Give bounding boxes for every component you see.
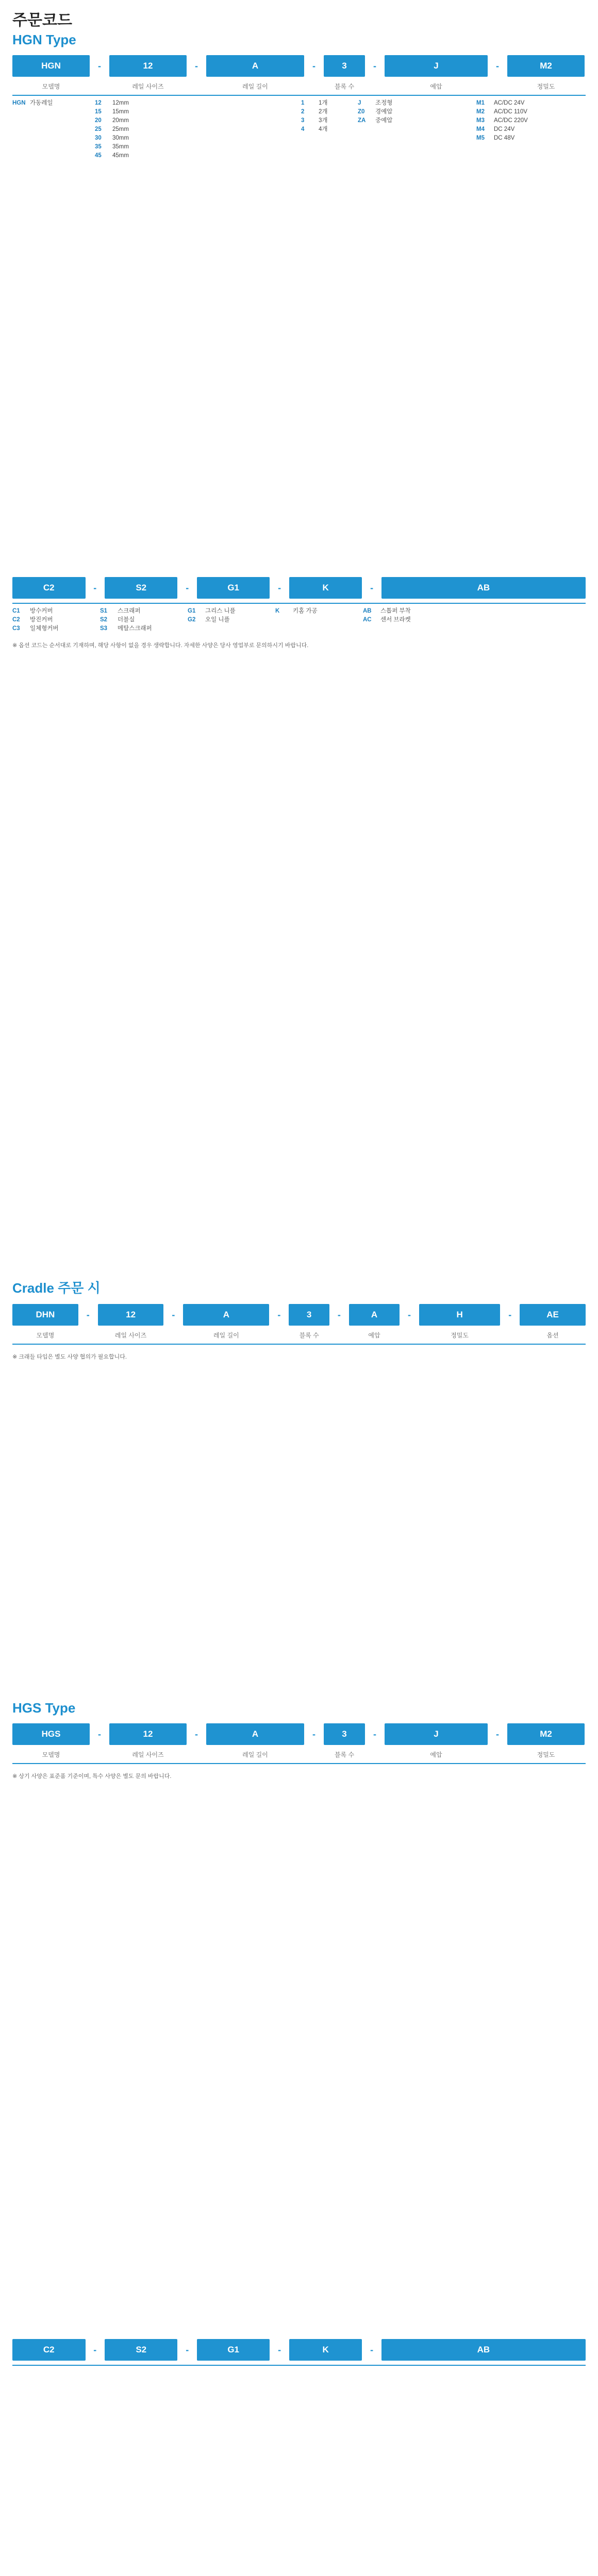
code-box: 3 [324,55,365,77]
hgn-options-section: C2 - S2 - G1 - K - AB C1 방수커버 C2 방진커버 C3 일체형커버 S1 스크래퍼 S2 더블실 S3 메탈스크래퍼 G1 그리스 니플 G2 오일 니플 K 키홈 가공 AB 스톱퍼 부착 AC 센서 브라켓 ※ 옵션 코드는 순서대로 기재하며, 해당 사항이 없을 경우 생략합니다. 자세한 사양은 당사 영업부로 문의하시기 바랍니다. [12,577,586,650]
code-box: A [206,1723,304,1745]
precision-col: M1 AC/DC 24V M2 AC/DC 110V M3 AC/DC 220V M4 DC 24V M5 DC 48V [476,100,528,141]
hgn-code-row: HGN - 12 - A - 3 - J - M2 [12,55,586,77]
code-box: AE [520,1304,586,1326]
blocks-col: 1 1개 2 2개 3 3개 4 4개 [301,100,328,132]
code-box: J [385,55,488,77]
code-box: S2 [105,577,178,599]
code-box: K [289,2339,362,2361]
rail-size-col: 12 12mm 15 15mm 20 20mm 25 25mm 30 30mm 35 35mm 45 45mm [95,100,129,159]
code-box: A [349,1304,400,1326]
note: ※ 옵션 코드는 순서대로 기재하며, 해당 사항이 없을 경우 생략합니다. 자세한 사양은 당사 영업부로 문의하시기 바랍니다. [12,642,309,649]
code-box: K [289,577,362,599]
label: 모델명 [42,83,60,90]
hgs-section: HGS Type HGS - 12 - A - 3 - J - M2 모델명 레일 사이즈 레일 길이 블록 수 예압 정밀도 ※ 상기 사양은 표준품 기준이며, 특수 사양은 별도 문의 바랍니다. [12,1700,586,1781]
label: 블록 수 [334,83,355,90]
label: 정밀도 [537,83,555,90]
hgn-labels [12,82,586,91]
code-box: G1 [197,2339,270,2361]
code-box: H [419,1304,500,1326]
code-box: J [385,1723,488,1745]
code-box: AB [381,577,586,599]
code-box: C2 [12,2339,86,2361]
code-box: 12 [109,55,187,77]
label: 레일 길이 [242,83,268,90]
hgn-section [12,32,586,160]
hgs-options-section: C2 - S2 - G1 - K - AB [12,2339,586,2366]
code-box: S2 [105,2339,178,2361]
code-box: G1 [197,577,270,599]
code-box: AB [381,2339,586,2361]
cradle1-section: Cradle 주문 시 DHN - 12 - A - 3 - A - H - AE 모델명 레일 사이즈 레일 길이 블록 수 예압 정밀도 옵션 ※ 크래들 타입은 별도 사양 협의가 필요합니다. [12,1278,586,1361]
label: 레일 사이즈 [132,83,164,90]
code-box: 3 [289,1304,329,1326]
hgs-title: HGS Type [12,1700,76,1716]
hgn-detail-grid [12,99,586,160]
note: ※ 크래들 타입은 별도 사양 협의가 필요합니다. [12,1354,127,1360]
code-box: M2 [507,55,585,77]
code-box: HGN [12,55,90,77]
code-box: DHN [12,1304,78,1326]
code-box: A [206,55,304,77]
code-box: 3 [324,1723,365,1745]
cradle1-title: Cradle 주문 시 [12,1280,101,1296]
preload-col: J 조정형 Z0 경예압 ZA 중예압 [358,100,393,124]
hgn-title: HGN Type [12,32,76,47]
note: ※ 상기 사양은 표준품 기준이며, 특수 사양은 별도 문의 바랍니다. [12,1773,172,1780]
rail-length-col [188,99,296,160]
page-title: 주문코드 [12,12,72,29]
code-box: A [183,1304,269,1326]
code-box: C2 [12,577,86,599]
code-box: M2 [507,1723,585,1745]
code-box: HGS [12,1723,90,1745]
code-box: 12 [109,1723,187,1745]
models-col: HGN 가동레일 [12,100,53,106]
label: 예압 [430,83,442,90]
code-box: 12 [98,1304,164,1326]
